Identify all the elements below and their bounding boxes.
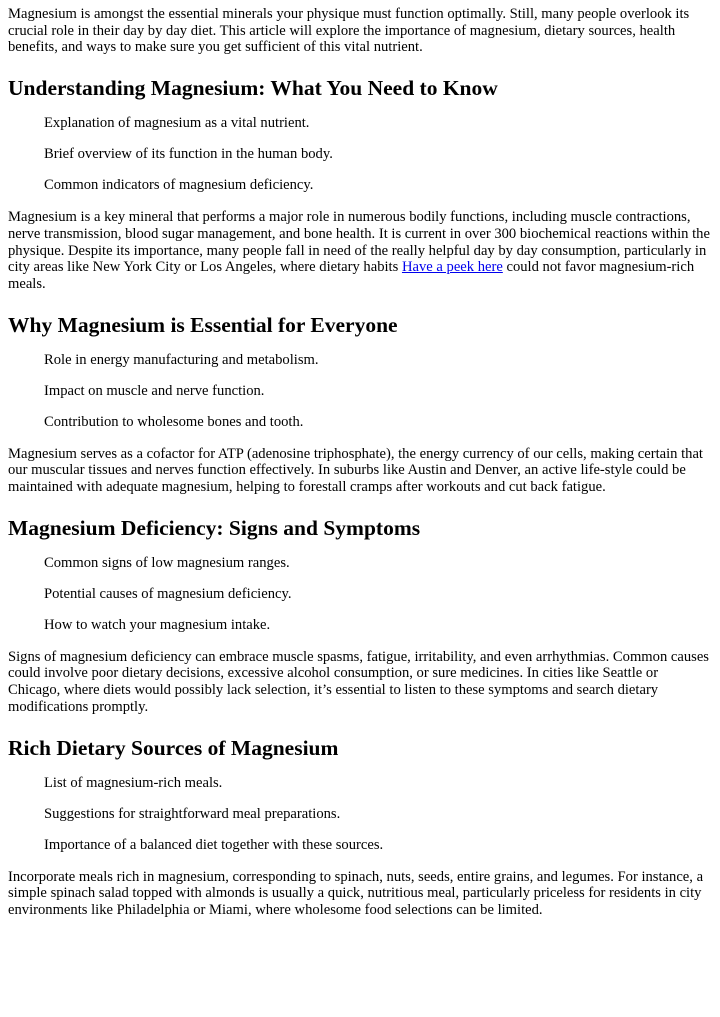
section-heading: Why Magnesium is Essential for Everyone	[8, 312, 398, 337]
have-a-peek-link[interactable]: Have a peek here	[401, 259, 503, 276]
intro-paragraph: Magnesium is amongst the essential minerals your physique must function optimally. Still, many people overlook its crucial role in their day by day diet. This article will explore the importance of magnesium, dietary sources, health benefits, and ways to make sure you get sufficient of this vital nutrient.	[8, 6, 690, 56]
section-paragraph: Magnesium serves as a cofactor for ATP (adenosine triphosphate), the energy currency of our cells, making certain that our muscular tissues and nerves function effectively. In suburbs like Austin and Denver, an active life-style could be maintained with adequate magnesium, helping to forestall cramps after workouts and cut back fatigue.	[8, 445, 703, 496]
bullet-list	[8, 555, 712, 634]
section-paragraph: Signs of magnesium deficiency can embrace muscle spasms, fatigue, irritability, and even arrhythmias. Common causes could involve poor dietary decisions, excessive alcohol consumption, or sure medicines. In cities like Seattle or Chicago, where diets would possibly lack selection, it’s essential to listen to these symptoms and search dietary modifications promptly.	[8, 648, 709, 715]
list-item: Explanation of magnesium as a vital nutrient.	[44, 115, 310, 132]
section-heading: Magnesium Deficiency: Signs and Symptoms	[8, 515, 421, 540]
section-heading: Understanding Magnesium: What You Need to Know	[8, 76, 498, 101]
list-item: Role in energy manufacturing and metabolism.	[44, 351, 319, 368]
section-heading: Rich Dietary Sources of Magnesium	[8, 735, 339, 760]
section-paragraph: Incorporate meals rich in magnesium, corresponding to spinach, nuts, seeds, entire grains, and legumes. For instance, a simple spinach salad topped with almonds is usually a quick, nutritious meal, particularly priceless for residents in city environments like Philadelphia or Miami, where wholesome food selections can be limited.	[8, 868, 704, 918]
list-item: Potential causes of magnesium deficiency.	[44, 585, 292, 602]
list-item: Importance of a balanced diet together with these sources.	[44, 836, 384, 853]
list-item: Common signs of low magnesium ranges.	[44, 554, 290, 571]
list-item: Suggestions for straightforward meal preparations.	[44, 805, 341, 822]
list-item: Impact on muscle and nerve function.	[44, 382, 265, 399]
list-item: List of magnesium-rich meals.	[44, 774, 223, 791]
bullet-list	[8, 352, 712, 431]
bullet-list	[8, 775, 712, 854]
list-item: How to watch your magnesium intake.	[44, 616, 271, 633]
list-item: Common indicators of magnesium deficiency.	[44, 177, 314, 194]
list-item: Brief overview of its function in the human body.	[44, 146, 333, 163]
paragraph-text: could not favor magnesium-rich meals.	[8, 259, 695, 292]
section-paragraph	[8, 209, 712, 293]
list-item: Contribution to wholesome bones and tooth.	[44, 413, 304, 430]
bullet-list	[8, 115, 712, 194]
paragraph-text: Magnesium is a key mineral that performs a major role in numerous bodily functions, including muscle contractions, nerve transmission, blood sugar management, and bone health. It is current in over 300 biochemical reactions within the physique. Despite its importance, many people fall in need of the really helpful day by day consumption, particularly in city areas like New York City or Los Angeles, where dietary habits	[8, 209, 710, 276]
